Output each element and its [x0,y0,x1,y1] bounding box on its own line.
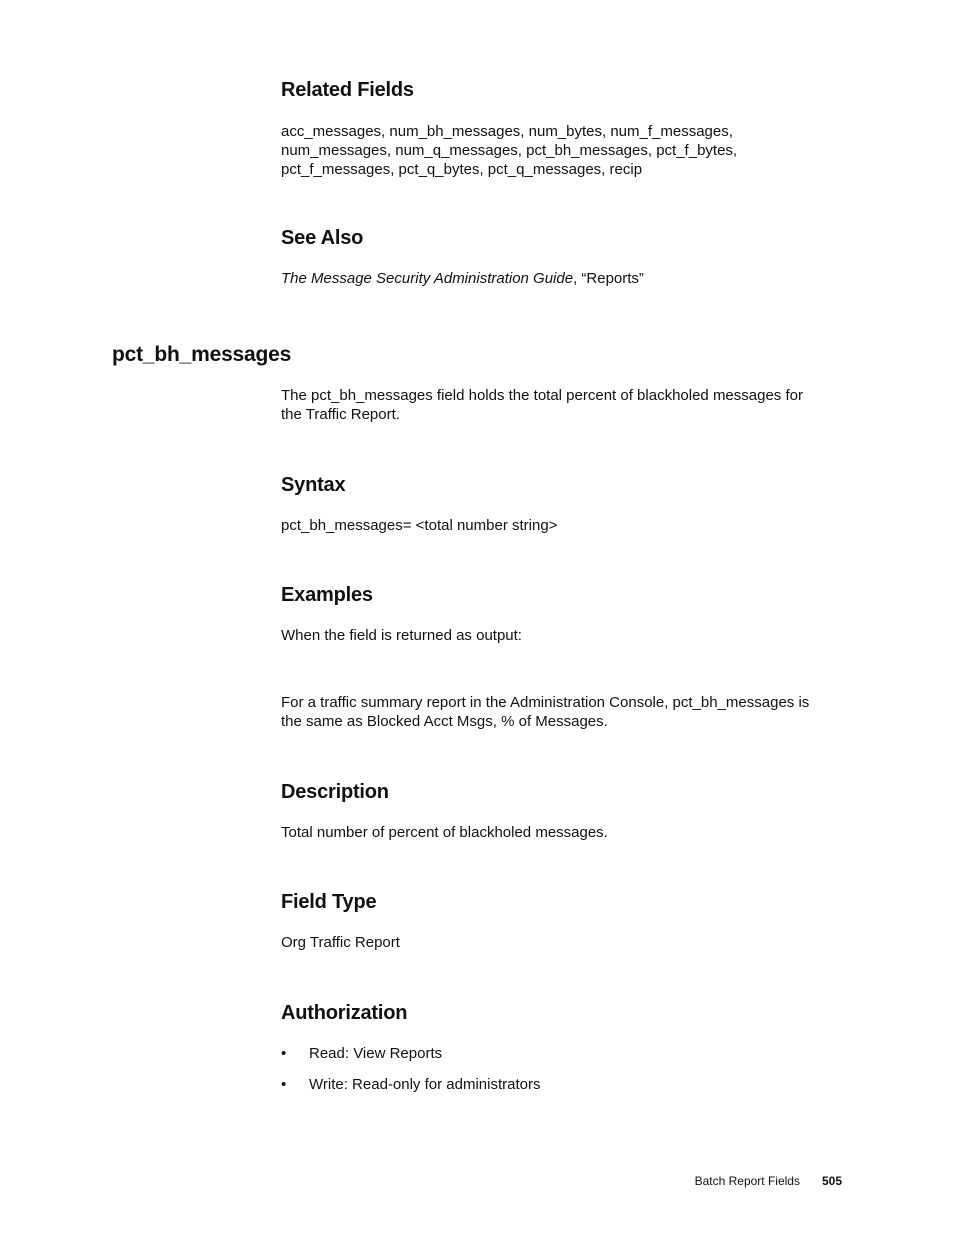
guide-chapter: , “Reports” [573,270,644,287]
examples-note-line: the same as Blocked Acct Msgs, % of Messages. [281,713,608,730]
examples-note [281,693,841,731]
bullet-icon: • [281,1076,287,1093]
examples-note-line: For a traffic summary report in the Administration Console, pct_bh_messages is [281,694,810,711]
see-also-reference [281,269,841,288]
related-fields-heading: Related Fields [281,79,414,101]
field-type-heading: Field Type [281,891,377,913]
guide-title: The Message Security Administration Guide [281,270,574,287]
field-title: pct_bh_messages [112,343,292,366]
examples-text: When the field is returned as output: [281,627,522,644]
field-intro-line: the Traffic Report. [281,406,400,423]
related-fields-line: acc_messages, num_bh_messages, num_bytes, num_f_messages, [281,123,733,140]
bullet-icon: • [281,1045,287,1062]
authorization-item-text: Read: View Reports [309,1045,443,1062]
page-footer [600,1174,842,1189]
field-intro-line: The pct_bh_messages field holds the total percent of blackholed messages for [281,387,803,404]
field-intro [281,386,841,424]
see-also-heading: See Also [281,227,364,249]
authorization-heading: Authorization [281,1002,408,1024]
authorization-item-text: Write: Read-only for administrators [309,1076,541,1093]
description-text: Total number of percent of blackholed messages. [281,824,608,841]
syntax-text: pct_bh_messages= <total number string> [281,517,558,534]
examples-heading: Examples [281,584,373,606]
footer-section-name: Batch Report Fields [694,1174,800,1188]
description-heading: Description [281,781,389,803]
related-fields-line: num_messages, num_q_messages, pct_bh_messages, pct_f_bytes, [281,142,738,159]
related-fields-list [281,122,841,179]
syntax-heading: Syntax [281,474,346,496]
related-fields-line: pct_f_messages, pct_q_bytes, pct_q_messages, recip [281,161,643,178]
page-number: 505 [821,1174,842,1188]
field-type-text: Org Traffic Report [281,934,400,951]
